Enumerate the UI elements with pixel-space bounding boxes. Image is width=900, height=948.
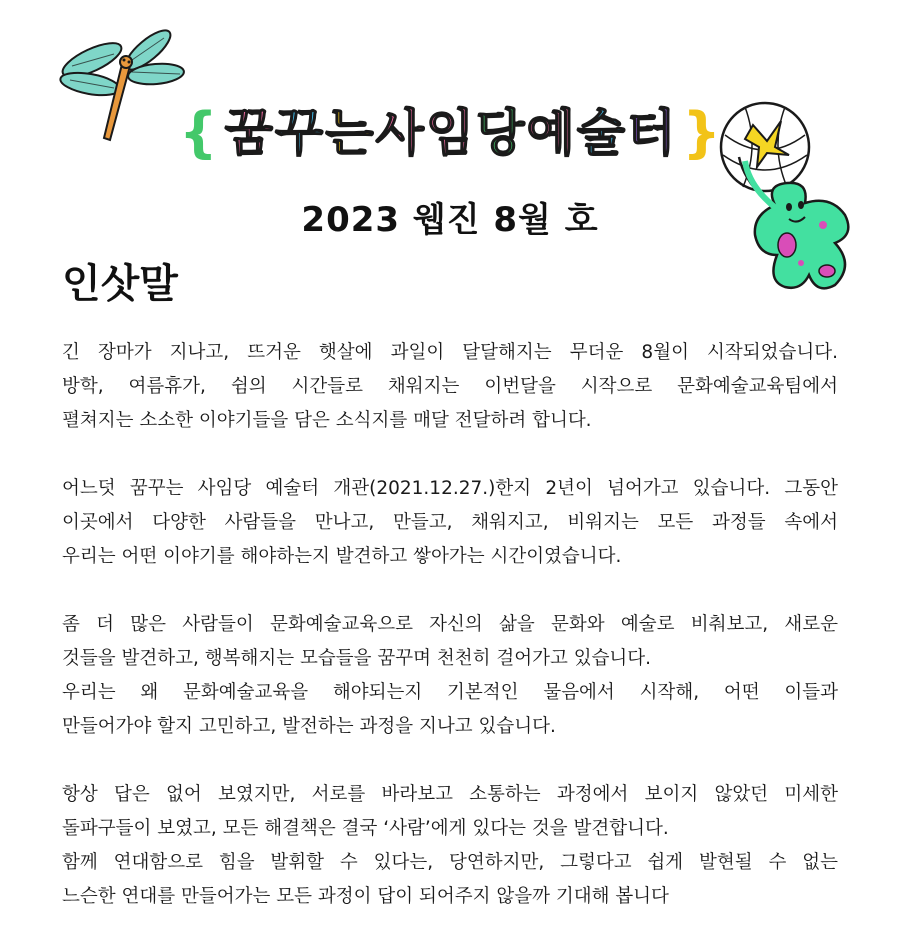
left-brace: { (179, 101, 218, 164)
paragraph (62, 472, 838, 574)
issue-label: 2023 웹진 8월 호 (301, 200, 599, 240)
paragraph (62, 778, 838, 914)
title-char: 예 (526, 104, 575, 162)
mascot-icon (705, 95, 875, 305)
title-char: 꿈 (224, 104, 273, 162)
title-char: 당 (476, 104, 525, 162)
text-line: 우리는 왜 문화예술교육을 해야되는지 기본적인 물음에서 시작해, 어떤 이들과 (62, 682, 838, 703)
title-char: 술 (576, 104, 626, 162)
text-line: 이곳에서 다양한 사람들을 만나고, 만들고, 채워지고, 비워지는 모든 과정들 속에서 (62, 512, 838, 533)
text-line: 항상 답은 없어 보였지만, 서로를 바라보고 소통하는 과정에서 보이지 않았던 미세한 (62, 784, 838, 805)
text-line: 우리는 어떤 이야기를 해야하는지 발견하고 쌓아가는 시간이였습니다. (62, 546, 622, 567)
title-char: 사 (375, 104, 424, 162)
title-char: 임 (425, 104, 475, 162)
text-line: 방학, 여름휴가, 쉼의 시간들로 채워지는 이번달을 시작으로 문화예술교육팀에서 (62, 376, 838, 397)
text-line: 긴 장마가 지나고, 뜨거운 햇살에 과일이 달달해지는 무더운 8월이 시작되었습니다. (62, 342, 838, 363)
paragraph (62, 336, 838, 438)
text-line: 만들어가야 할지 고민하고, 발전하는 과정을 지나고 있습니다. (62, 716, 556, 737)
text-line: 좀 더 많은 사람들이 문화예술교육으로 자신의 삶을 문화와 예술로 비춰보고, 새로운 (62, 614, 838, 635)
dragonfly-icon (52, 22, 192, 152)
text-line: 돌파구들이 보였고, 모든 해결책은 결국 ‘사람’에게 있다는 것을 발견합니다. (62, 818, 669, 839)
text-line: 것들을 발견하고, 행복해지는 모습들을 꿈꾸며 천천히 걸어가고 있습니다. (62, 648, 652, 669)
title-char: 꾸 (274, 104, 324, 162)
paragraph (62, 608, 838, 744)
title-logo (180, 88, 720, 178)
text-line: 어느덧 꿈꾸는 사임당 예술터 개관(2021.12.27.)한지 2년이 넘어가고 있습니다. 그동안 (62, 478, 838, 499)
text-line: 함께 연대함으로 힘을 발휘할 수 있다는, 당연하지만, 그렇다고 쉽게 발현될 수 없는 (62, 852, 838, 873)
title-text (224, 104, 677, 162)
right-brace: } (682, 101, 721, 164)
text-line: 느슨한 연대를 만들어가는 모든 과정이 답이 되어주지 않을까 기대해 봅니다 (62, 886, 669, 907)
greeting-body (62, 336, 838, 948)
greeting-heading: 인삿말 (62, 261, 178, 307)
text-line: 펼쳐지는 소소한 이야기들을 담은 소식지를 매달 전달하려 합니다. (62, 410, 592, 431)
title-char: 터 (627, 104, 676, 162)
title-char: 는 (325, 104, 374, 162)
